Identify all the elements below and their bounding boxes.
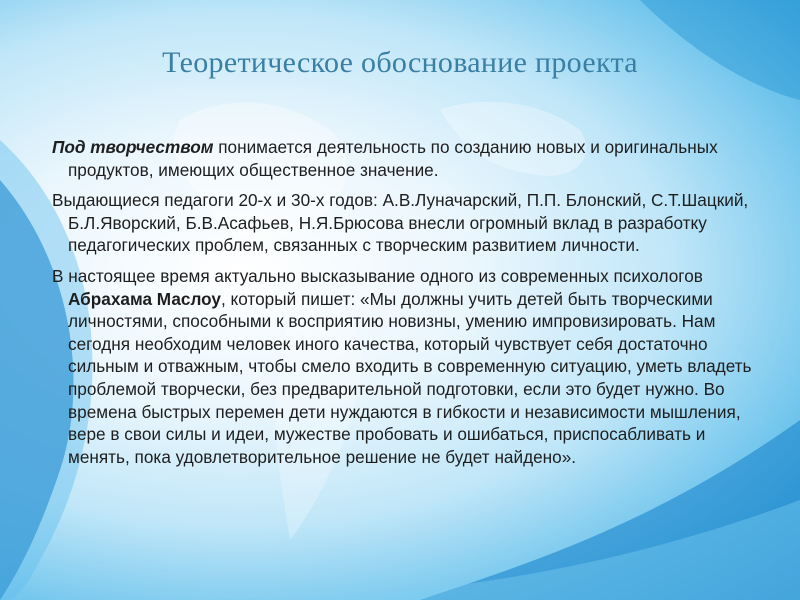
definition-text: понимается деятельность по созданию новых и оригинальных продуктов, имеющих общественное значение. bbox=[68, 137, 718, 180]
psychologist-name: Абрахама Маслоу bbox=[68, 288, 221, 309]
quote-text: , который пишет: «Мы должны учить детей быть творческими личностями, способными к восприятию новизны, умению импровизировать. Нам сегодня необходим человек иного качества, который чувствует себя достаточно сильным и отважным, чтобы смело входить в современную ситуацию, уметь владеть проблемой творчески, без предварительной подготовки, если это будет нужно. Во времена быстрых перемен дети нуждаются в гибкости и независимости мышления, вере в свои силы и идеи, мужестве пробовать и ошибаться, приспосабливать и менять, пока удовлетворительное решение не будет найдено». bbox=[68, 288, 752, 467]
paragraph-definition bbox=[52, 136, 768, 181]
paragraph-maslow-quote bbox=[52, 265, 768, 468]
slide-title: Теоретическое обоснование проекта bbox=[162, 46, 638, 79]
paragraph-educators bbox=[52, 189, 768, 257]
educators-text: Выдающиеся педагоги 20-х и 30-х годов: А.В.Луначарский, П.П. Блонский, С.Т.Шацкий, Б.Л.Яворский, Б.В.Асафьев, Н.Я.Брюсова внесли огромный вклад в разработку педагогических проблем, связанных с творческим развитием личности. bbox=[52, 190, 749, 256]
quote-intro: В настоящее время актуально высказывание одного из современных психологов bbox=[52, 265, 703, 286]
slide-body bbox=[52, 136, 768, 476]
definition-term: Под творчеством bbox=[52, 137, 214, 157]
